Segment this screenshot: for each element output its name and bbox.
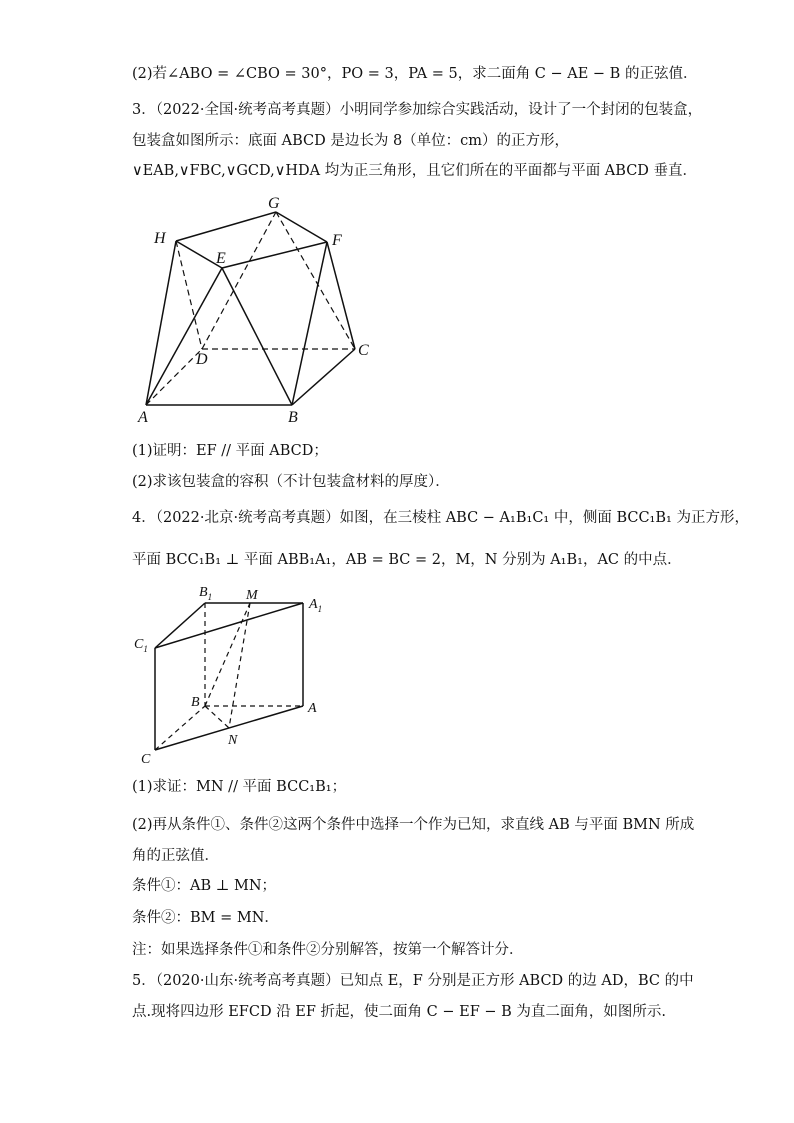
label-B: B bbox=[288, 409, 298, 426]
text-line-8: 平面 BCC₁B₁ ⊥ 平面 ABB₁A₁，AB = BC = 2，M，N 分别为 A₁B₁，AC 的中点． bbox=[132, 552, 682, 568]
text-line-16: 点.现将四边形 EFCD 沿 EF 折起，使二面角 C − EF − B 为直二面角，如图所示. bbox=[132, 1004, 667, 1020]
text-line-10: (2)再从条件①、条件②这两个条件中选择一个作为已知，求直线 AB 与平面 BMN 所成 bbox=[132, 817, 695, 833]
label-C1: $C_1$ bbox=[134, 637, 148, 654]
label-G: G bbox=[268, 195, 280, 212]
label-A: A bbox=[308, 701, 317, 716]
label-E: E bbox=[216, 250, 226, 267]
text-line-4: ∨EAB,∨FBC,∨GCD,∨HDA 均为正三角形，且它们所在的平面都与平面 ABCD 垂直． bbox=[132, 163, 698, 179]
label-B1: $B_1$ bbox=[199, 585, 213, 602]
label-C: C bbox=[358, 342, 369, 359]
text-line-1: (2)若∠ABO = ∠CBO = 30°，PO = 3，PA = 5，求二面角 C − AE − B 的正弦值． bbox=[132, 66, 698, 82]
label-H: H bbox=[154, 230, 166, 247]
text-line-3: 包装盒如图所示：底面 ABCD 是边长为 8（单位：cm）的正方形， bbox=[132, 133, 570, 149]
text-line-13: 条件②：BM = MN． bbox=[132, 910, 279, 926]
label-M: M bbox=[246, 588, 258, 603]
label-C: C bbox=[141, 752, 151, 767]
text-line-6: (2)求该包装盒的容积（不计包装盒材料的厚度）． bbox=[132, 474, 450, 490]
text-line-12: 条件①：AB ⊥ MN； bbox=[132, 878, 277, 894]
text-line-5: (1)证明：EF // 平面 ABCD； bbox=[132, 443, 328, 459]
label-A1: $A_1$ bbox=[309, 597, 323, 614]
label-B: B bbox=[191, 695, 200, 710]
label-F: F bbox=[332, 232, 342, 249]
label-A: A bbox=[138, 409, 148, 426]
text-line-2: 3．（2022·全国·统考高考真题）小明同学参加综合实践活动，设计了一个封闭的包装盒， bbox=[132, 102, 703, 118]
text-line-9: (1)求证：MN // 平面 BCC₁B₁； bbox=[132, 779, 347, 795]
label-N: N bbox=[228, 733, 238, 748]
text-line-11: 角的正弦值． bbox=[132, 848, 219, 864]
text-line-15: 5．（2020·山东·统考高考真题）已知点 E，F 分别是正方形 ABCD 的边 AD，BC 的中 bbox=[132, 973, 694, 989]
text-line-7: 4．（2022·北京·统考高考真题）如图，在三棱柱 ABC − A₁B₁C₁ 中，侧面 BCC₁B₁ 为正方形， bbox=[132, 510, 749, 526]
text-line-14: 注：如果选择条件①和条件②分别解答，按第一个解答计分． bbox=[132, 942, 524, 958]
label-D: D bbox=[196, 351, 208, 368]
